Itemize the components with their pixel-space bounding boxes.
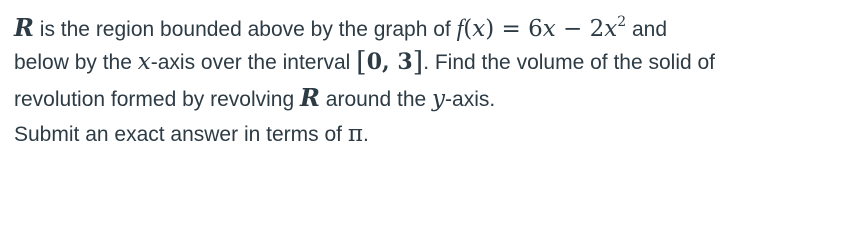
problem-line-1	[14, 10, 847, 45]
minus-sign: −	[555, 16, 590, 42]
x-variable: 𝑥	[137, 49, 151, 75]
function-term-1: 6𝑥	[528, 16, 556, 42]
problem-text: .	[362, 123, 369, 146]
equals-sign: =	[494, 16, 529, 42]
problem-text: Submit an exact answer in terms of	[14, 123, 348, 146]
region-variable: R	[299, 83, 320, 112]
y-variable: 𝑦	[432, 86, 446, 112]
function-term-2: 2𝑥	[589, 16, 618, 42]
problem-line-3	[14, 80, 847, 115]
problem-text: around the	[319, 88, 433, 111]
exponent: 2	[617, 14, 627, 30]
problem-line-2	[14, 45, 847, 80]
submit-instruction	[14, 117, 847, 152]
problem-text: -axis over the interval	[150, 51, 357, 74]
function-name: f	[456, 16, 464, 42]
problem-text: -axis.	[445, 88, 496, 111]
function-argument: (𝑥)	[463, 16, 495, 42]
region-variable: R	[14, 13, 34, 42]
interval-open-bracket: [	[356, 47, 367, 78]
problem-text: revolution formed by revolving	[14, 88, 300, 111]
interval-values: 0, 3	[366, 49, 413, 75]
problem-text: . Find the volume of the solid of	[423, 51, 716, 74]
problem-text: and	[626, 18, 668, 41]
pi-symbol: π	[347, 121, 363, 147]
problem-text: below by the	[14, 51, 138, 74]
interval-close-bracket: ]	[412, 47, 424, 78]
problem-text: is the region bounded above by the graph of	[33, 18, 457, 41]
